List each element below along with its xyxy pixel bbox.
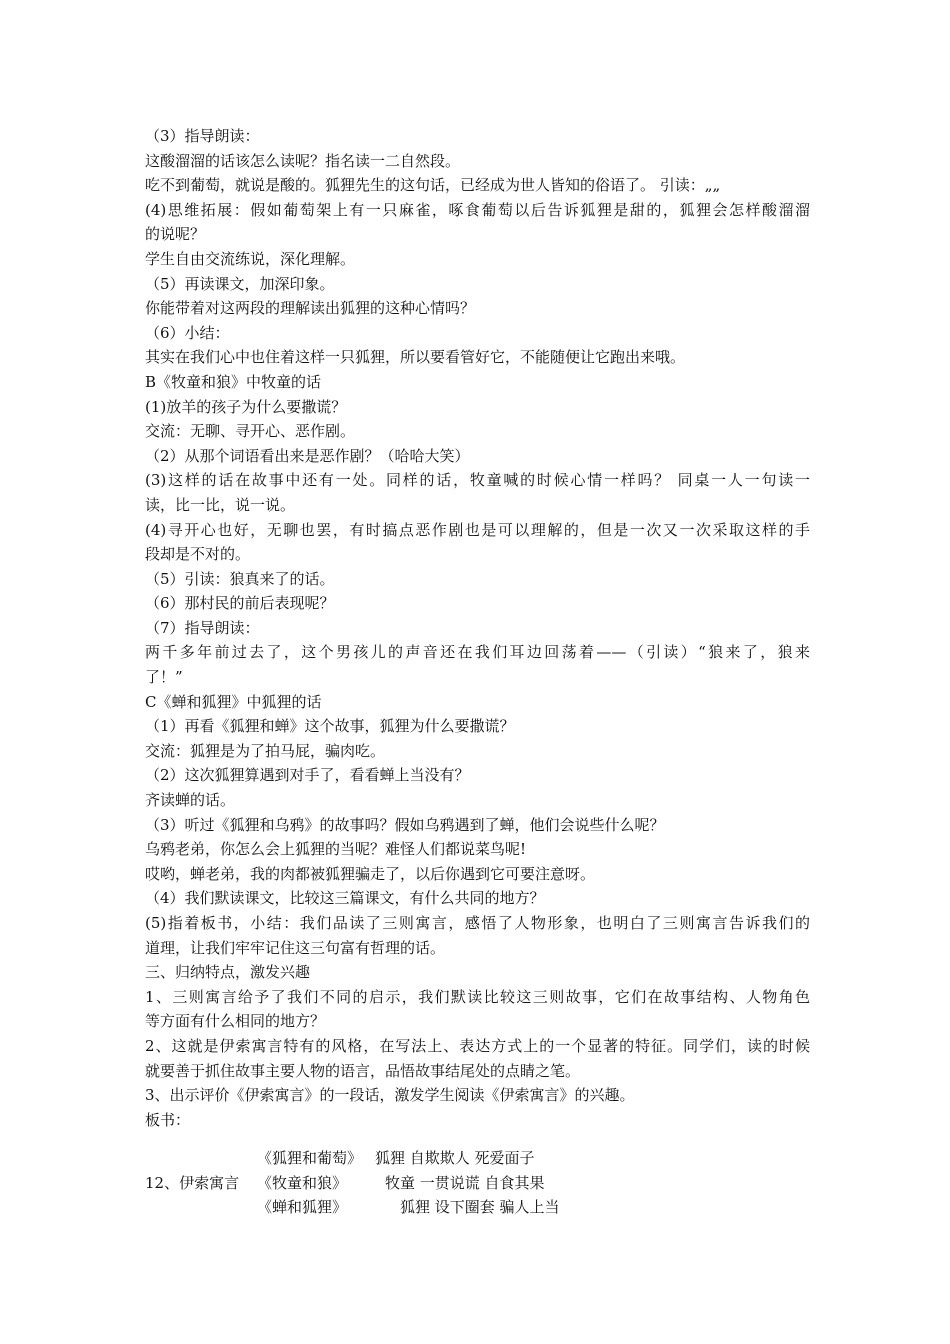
section-heading: 三、归纳特点，激发兴趣 (145, 963, 311, 982)
text-line: （3）听过《狐狸和乌鸦》的故事吗？假如乌鸦遇到了蝉，他们会说些什么呢？ (145, 815, 665, 834)
board-row (145, 1146, 565, 1171)
text-line: 了！” (145, 668, 183, 687)
text-line: (4)思维拓展：假如葡萄架上有一只麻雀，啄食葡萄以后告诉狐狸是甜的，狐狸会怎样酸溜溜 (145, 200, 810, 219)
text-line: 就要善于抓住故事主要人物的语言，品悟故事结尾处的点睛之笔。 (145, 1061, 581, 1080)
board-story-title: 《牧童和狼》 (257, 1173, 348, 1192)
text-line: 学生自由交流练说，深化理解。 (145, 249, 356, 268)
text-line: （7）指导朗读： (145, 618, 260, 637)
text-line: （2）这次狐狸算遇到对手了，看看蝉上当没有？ (145, 766, 470, 785)
text-line: 两千多年前过去了，这个男孩儿的声音还在我们耳边回荡着——（引读）“狼来了，狼来 (145, 643, 810, 662)
text-line: (4)寻开心也好，无聊也罢，有时搞点恶作剧也是可以理解的，但是一次又一次采取这样的手 (145, 520, 810, 539)
text-line: (3)这样的话在故事中还有一处。同样的话，牧童喊的时候心情一样吗？ 同桌一人一句读一 (145, 471, 810, 490)
text-line: 乌鸦老弟，你怎么会上狐狸的当呢？难怪人们都说菜鸟呢! (145, 840, 527, 859)
text-line: 交流：狐狸是为了拍马屁，骗肉吃。 (145, 741, 386, 760)
text-line: 的说呢？ (145, 225, 206, 244)
text-line: （3）指导朗读： (145, 127, 260, 145)
text-line: 哎哟，蝉老弟，我的肉都被狐狸骗走了，以后你遇到它可要注意呀。 (145, 864, 596, 883)
board-story-title: 《狐狸和葡萄》 (257, 1149, 363, 1167)
text-line: 交流：无聊、寻开心、恶作剧。 (145, 422, 356, 441)
board-row (145, 1171, 565, 1196)
text-line: 读，比一比，说一说。 (145, 495, 296, 514)
text-line: 吃不到葡萄，就说是酸的。狐狸先生的这句话，已经成为世人皆知的俗语了。 引读：„„ (145, 176, 721, 195)
text-line: （4）我们默读课文，比较这三篇课文，有什么共同的地方？ (145, 889, 545, 908)
text-line: （2）从那个词语看出来是恶作剧？（哈哈大笑） (145, 446, 470, 465)
text-line: (5)指着板书，小结：我们品读了三则寓言，感悟了人物形象，也明白了三则寓言告诉我们的 (145, 914, 810, 932)
text-line: 你能带着对这两段的理解读出狐狸的这种心情吗？ (145, 299, 476, 318)
board-lesson-label: 12、伊索寓言 (145, 1173, 240, 1192)
section-heading: B《牧童和狼》中牧童的话 (145, 372, 322, 391)
text-line: 3、出示评价《伊索寓言》的一段话，激发学生阅读《伊索寓言》的兴趣。 (145, 1086, 635, 1105)
board-story-summary: 狐狸 设下圈套 骗人上当 (400, 1198, 560, 1217)
board-story-summary: 牧童 一贯说谎 自食其果 (385, 1173, 545, 1192)
text-line: （6）那村民的前后表现呢？ (145, 594, 335, 613)
text-line: 道理，让我们牢牢记住这三句富有哲理的话。 (145, 938, 446, 957)
board-row (145, 1195, 565, 1220)
text-line: 段却是不对的。 (145, 545, 251, 564)
text-line: 等方面有什么相同的地方？ (145, 1012, 326, 1031)
text-line: （6）小结： (145, 323, 230, 342)
text-line: 1、三则寓言给予了我们不同的启示，我们默读比较这三则故事，它们在故事结构、人物角色 (145, 987, 810, 1006)
text-line: 这酸溜溜的话该怎么读呢？指名读一二自然段。 (145, 151, 461, 170)
section-heading: C《蝉和狐狸》中狐狸的话 (145, 692, 322, 711)
text-line: 2、这就是伊索寓言特有的风格，在写法上、表达方式上的一个显著的特征。同学们，读的时候 (145, 1036, 810, 1055)
board-story-summary: 狐狸 自欺欺人 死爱面子 (375, 1149, 535, 1167)
board-story-title: 《蝉和狐狸》 (257, 1198, 348, 1217)
text-line: (1)放羊的孩子为什么要撒谎？ (145, 397, 347, 416)
blackboard-summary (145, 1146, 565, 1220)
text-line: （1）再看《狐狸和蝉》这个故事，狐狸为什么要撒谎？ (145, 717, 515, 736)
text-line: 其实在我们心中也住着这样一只狐狸，所以要看管好它，不能随便让它跑出来哦。 (145, 348, 686, 367)
text-line: （5）引读：狼真来了的话。 (145, 569, 335, 588)
text-line: 齐读蝉的话。 (145, 791, 236, 810)
board-heading: 板书： (145, 1110, 191, 1129)
lesson-text (145, 124, 810, 1132)
text-line: （5）再读课文，加深印象。 (145, 274, 335, 293)
